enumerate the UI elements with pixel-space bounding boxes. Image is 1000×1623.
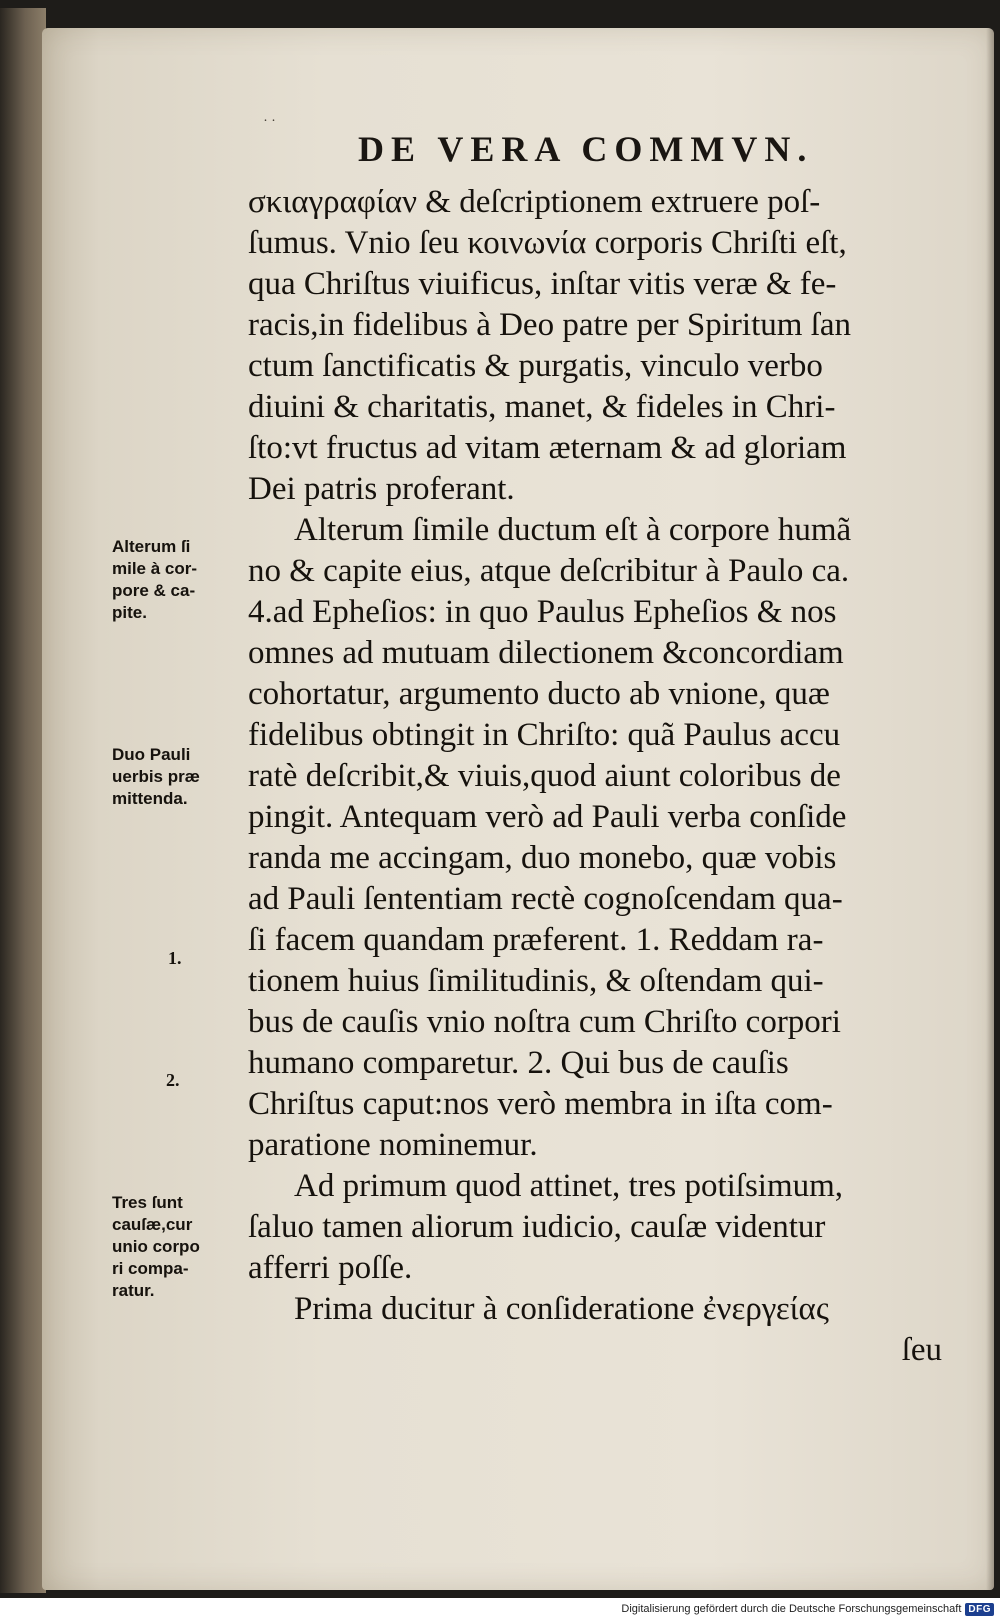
text-line: ratè deſcribit,& viuis,quod aiunt coloribus de [248, 758, 841, 794]
page-edge-shadow [986, 28, 994, 1590]
text-line: tionem huius ſimilitudinis, & oſtendam qui- [248, 963, 824, 999]
margin-note-line: Alterum ſi [112, 537, 191, 556]
text-line: ſumus. Vnio ſeu κοινωνία corporis Chriſti eſt, [248, 225, 847, 261]
text-line: qua Chriſtus viuificus, inſtar vitis veræ & fe- [248, 266, 837, 302]
text-line: ſto:vt fructus ad vitam æternam & ad gloriam [248, 430, 847, 466]
text-line: randa me accingam, duo monebo, quæ vobis [248, 840, 837, 876]
margin-note-line: mile à cor- [112, 559, 198, 578]
margin-note-line: pite. [112, 603, 147, 622]
text-line: omnes ad mutuam dilectionem &concordiam [248, 635, 844, 671]
text-line: fidelibus obtingit in Chriſto: quã Paulus accu [248, 717, 841, 753]
text-line: σκιαγραφίαν & deſcriptionem extruere poſ- [248, 184, 821, 220]
dfg-logo: DFG [965, 1603, 994, 1616]
text-line: Prima ducitur à conſideratione ἐνεργείας [294, 1291, 829, 1327]
catchword: ſeu [901, 1332, 942, 1368]
body-text [248, 182, 948, 1371]
text-line: ctum ſanctificatis & purgatis, vinculo verbo [248, 348, 823, 384]
margin-note-line: cauſæ,cur [112, 1215, 193, 1234]
text-line: ſi facem quandam præferent. 1. Reddam ra- [248, 922, 824, 958]
running-head: DE VERA COMMVN. [358, 129, 814, 169]
text-line: Dei patris proferant. [248, 471, 515, 507]
text-line: humano comparetur. 2. Qui bus de cauſis [248, 1045, 789, 1081]
margin-note-line: mittenda. [112, 789, 188, 808]
text-line: 4.ad Epheſios: in quo Paulus Epheſios & nos [248, 594, 837, 630]
margin-note-line: uerbis præ [112, 767, 200, 786]
text-line: no & capite eius, atque deſcribitur à Paulo ca. [248, 553, 850, 589]
margin-number-1: 1. [168, 948, 182, 968]
footer-text: Digitalisierung gefördert durch die Deutsche Forschungsgemeinschaft [621, 1603, 962, 1615]
text-line: ſaluo tamen aliorum iudicio, cauſæ videntur [248, 1209, 826, 1245]
margin-note-tres-causae [112, 1192, 200, 1302]
text-line: pingit. Antequam verò ad Pauli verba conſide [248, 799, 847, 835]
text-line: bus de cauſis vnio noſtra cum Chriſto corpori [248, 1004, 841, 1040]
margin-note-line: pore & ca- [112, 581, 196, 600]
text-line: Chriſtus caput:nos verò membra in iſta com- [248, 1086, 833, 1122]
text-line: Ad primum quod attinet, tres potiſsimum, [294, 1168, 844, 1204]
margin-note-line: Duo Pauli [112, 745, 191, 764]
margin-note-line: Tres ſunt [112, 1193, 183, 1212]
margin-note-line: unio corpo [112, 1237, 200, 1256]
text-line: ad Pauli ſententiam rectè cognoſcendam qua- [248, 881, 843, 917]
text-line: cohortatur, argumento ducto ab vnione, quæ [248, 676, 830, 712]
text-line: racis,in fidelibus à Deo patre per Spiritum ſan [248, 307, 851, 343]
text-line: Alterum ſimile ductum eſt à corpore humã [294, 512, 852, 548]
margin-note-alterum-simile [112, 536, 197, 624]
text-line: afferri poſſe. [248, 1250, 413, 1286]
margin-note-line: ri compa- [112, 1259, 189, 1278]
margin-note-line: ratur. [112, 1281, 155, 1300]
book-spine [0, 8, 46, 1593]
digitization-footer [621, 1600, 994, 1618]
margin-number-2: 2. [166, 1070, 180, 1090]
margin-note-duo-pauli [112, 744, 200, 810]
page-mark: ˙˙ [262, 118, 278, 134]
text-line: paratione nominemur. [248, 1127, 538, 1163]
text-line: diuini & charitatis, manet, & fideles in Chri- [248, 389, 836, 425]
